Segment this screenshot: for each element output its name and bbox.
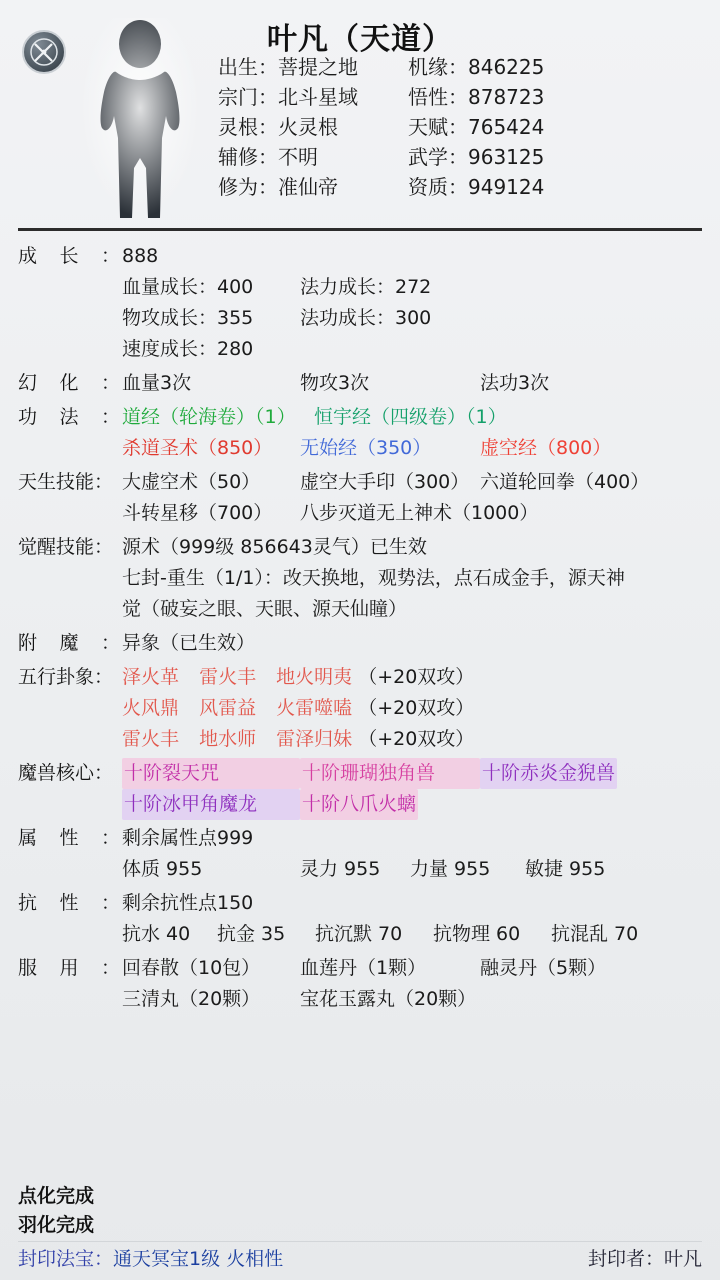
stat-value: 北斗星域 xyxy=(278,85,358,109)
growth-mp: 法力成长：272 xyxy=(300,276,432,298)
colon: ： xyxy=(100,827,120,849)
resist-points-remaining: 剩余抗性点150 xyxy=(122,892,254,914)
innate-skill[interactable]: 八步灭道无上神术（1000） xyxy=(300,502,539,524)
status-footer xyxy=(18,1182,702,1274)
stat-label: 出生： xyxy=(218,55,278,79)
attach-label-b: 魔 xyxy=(59,632,79,654)
hexagram[interactable]: 火风鼎 xyxy=(122,697,180,719)
hexagram[interactable]: 地水师 xyxy=(199,728,257,750)
growth-total: 888 xyxy=(122,245,159,267)
sealer-name: 叶凡 xyxy=(663,1248,702,1270)
hexagram-bonus: （+20双攻） xyxy=(358,697,475,719)
section-consumables xyxy=(18,953,702,1015)
section-wuxing-hexagrams: 五行卦象： 泽火革 雷火丰 地火明夷 （+20双攻） 火风鼎 风雷益 火雷噬嗑 （+20双攻） 雷火丰 地水师 雷泽归妹 （+20双攻） xyxy=(18,666,475,750)
stat-label: 机缘： xyxy=(408,55,468,79)
growth-speed: 速度成长：280 xyxy=(122,338,254,360)
page-title: 叶凡（天道） xyxy=(267,22,453,57)
beast-core[interactable]: 十阶珊瑚独角兽 xyxy=(300,758,480,789)
crossed-swords-icon[interactable] xyxy=(22,30,66,74)
section-beast-cores: 魔兽核心： 十阶裂天咒 十阶珊瑚独角兽 十阶赤炎金猊兽 十阶冰甲角魔龙 十阶八爪火螭 xyxy=(18,758,702,820)
stat-value: 846225 xyxy=(468,55,545,79)
innate-skill[interactable]: 虚空大手印（300） xyxy=(300,471,470,493)
attribute-item[interactable]: 体质 955 xyxy=(122,858,203,880)
stat-label: 天赋： xyxy=(408,115,468,139)
hexagram[interactable]: 雷火丰 xyxy=(199,666,257,688)
character-header xyxy=(18,0,702,224)
awaken-label: 觉醒技能 xyxy=(18,536,95,558)
beast-core[interactable]: 十阶冰甲角魔龙 xyxy=(122,789,300,820)
table-row xyxy=(218,52,718,82)
section-awaken-skills: 觉醒技能： 源术（999级 856643灵气）已生效 七封-重生（1/1）：改天换地，观势法，点石成金手，源天神 觉（破妄之眼、天眼、源天仙瞳） xyxy=(18,532,702,625)
table-row xyxy=(218,112,718,142)
awaken-line-1: 源术（999级 856643灵气）已生效 xyxy=(122,536,427,558)
technique-item[interactable]: 道经（轮海卷）（1） xyxy=(122,406,296,428)
stat-label: 灵根： xyxy=(218,115,278,139)
cores-label: 魔兽核心 xyxy=(18,762,95,784)
hexagram[interactable]: 地火明夷 xyxy=(276,666,353,688)
technique-item[interactable]: 杀道圣术（850） xyxy=(122,437,273,459)
resist-item[interactable]: 抗沉默 70 xyxy=(315,923,403,945)
technique-item[interactable]: 恒宇经（四级卷）（1） xyxy=(314,406,507,428)
consumable-item[interactable]: 回春散（10包） xyxy=(122,957,261,979)
section-techniques xyxy=(18,402,702,464)
growth-matk: 法功成长：300 xyxy=(300,307,432,329)
hexagram-bonus: （+20双攻） xyxy=(358,666,475,688)
resist-label-b: 性 xyxy=(59,892,79,914)
hexagram[interactable]: 雷泽归妹 xyxy=(276,728,353,750)
illusion-label-a: 幻 xyxy=(18,372,38,394)
illusion-item: 血量3次 xyxy=(122,372,192,394)
illusion-label-b: 化 xyxy=(59,372,79,394)
beast-core[interactable]: 十阶八爪火螭 xyxy=(300,789,418,820)
techniques-label-b: 法 xyxy=(59,406,79,428)
colon: ： xyxy=(100,406,120,428)
attach-label-a: 附 xyxy=(18,632,38,654)
table-row xyxy=(218,172,718,202)
stat-value: 不明 xyxy=(278,145,318,169)
resist-item[interactable]: 抗混乱 70 xyxy=(551,923,639,945)
beast-core[interactable]: 十阶裂天咒 xyxy=(122,758,300,789)
stat-value: 878723 xyxy=(468,85,545,109)
colon: ： xyxy=(100,632,120,654)
stat-value: 准仙帝 xyxy=(278,175,338,199)
seal-treasure xyxy=(18,1245,283,1274)
hexagram[interactable]: 风雷益 xyxy=(199,697,257,719)
growth-label-a: 成 xyxy=(18,245,38,267)
consumable-item[interactable]: 融灵丹（5颗） xyxy=(480,957,607,979)
growth-hp: 血量成长：400 xyxy=(122,276,254,298)
stat-label: 武学： xyxy=(408,145,468,169)
stat-value: 菩提之地 xyxy=(278,55,358,79)
illusion-item: 法功3次 xyxy=(480,372,550,394)
sealer xyxy=(588,1245,702,1274)
innate-skill[interactable]: 斗转星移（700） xyxy=(122,502,273,524)
stat-label: 悟性： xyxy=(408,85,468,109)
attribute-item[interactable]: 灵力 955 xyxy=(300,858,381,880)
seal-treasure-value: 通天冥宝1级 火相性 xyxy=(113,1248,284,1270)
basic-stats-table xyxy=(218,52,718,202)
growth-atk: 物攻成长：355 xyxy=(122,307,254,329)
attributes-label-a: 属 xyxy=(18,827,38,849)
stat-value: 765424 xyxy=(468,115,545,139)
resist-label-a: 抗 xyxy=(18,892,38,914)
header-divider xyxy=(18,228,702,231)
stat-label: 资质： xyxy=(408,175,468,199)
awaken-line-2: 七封-重生（1/1）：改天换地，观势法，点石成金手，源天神 xyxy=(122,567,625,589)
colon: ： xyxy=(100,372,120,394)
resist-item[interactable]: 抗水 40 xyxy=(122,923,191,945)
awaken-line-3: 觉（破妄之眼、天眼、源天仙瞳） xyxy=(122,598,408,620)
section-attributes xyxy=(18,823,702,885)
attribute-points-remaining: 剩余属性点999 xyxy=(122,827,254,849)
technique-item[interactable]: 无始经（350） xyxy=(300,437,432,459)
colon: ： xyxy=(100,892,120,914)
status-line-ascend: 羽化完成 xyxy=(18,1214,95,1236)
attribute-item[interactable]: 力量 955 xyxy=(410,858,491,880)
consume-label-b: 用 xyxy=(59,957,79,979)
section-illusion xyxy=(18,368,702,399)
wuxing-label: 五行卦象 xyxy=(18,666,95,688)
stat-value: 963125 xyxy=(468,145,545,169)
stat-value: 火灵根 xyxy=(278,115,338,139)
innate-skill[interactable]: 大虚空术（50） xyxy=(122,471,261,493)
resist-item[interactable]: 抗物理 60 xyxy=(433,923,521,945)
table-row xyxy=(218,142,718,172)
section-growth xyxy=(18,241,702,365)
illusion-item: 物攻3次 xyxy=(300,372,370,394)
table-row xyxy=(218,82,718,112)
consumable-item[interactable]: 血莲丹（1颗） xyxy=(300,957,427,979)
resist-item[interactable]: 抗金 35 xyxy=(217,923,286,945)
sealer-label: 封印者： xyxy=(587,1248,664,1270)
stat-value: 949124 xyxy=(468,175,545,199)
attach-value: 异象（已生效） xyxy=(122,632,256,654)
hexagram[interactable]: 火雷噬嗑 xyxy=(276,697,353,719)
stat-label: 修为： xyxy=(218,175,278,199)
growth-label-b: 长 xyxy=(59,245,79,267)
section-resistance xyxy=(18,888,702,950)
innate-skill[interactable]: 六道轮回拳（400） xyxy=(480,471,650,493)
stat-label: 宗门： xyxy=(218,85,278,109)
stat-label: 辅修： xyxy=(218,145,278,169)
hexagram-bonus: （+20双攻） xyxy=(358,728,475,750)
section-innate-skills: 天生技能： 大虚空术（50） 虚空大手印（300） 六道轮回拳（400） 斗转星移（700） 八步灭道无上神术（1000） xyxy=(18,467,702,529)
innate-label: 天生技能 xyxy=(18,471,95,493)
consume-label-a: 服 xyxy=(18,957,38,979)
status-line-enlighten: 点化完成 xyxy=(18,1185,95,1207)
hexagram[interactable]: 雷火丰 xyxy=(122,728,180,750)
character-silhouette xyxy=(80,18,200,218)
attributes-label-b: 性 xyxy=(59,827,79,849)
hexagram[interactable]: 泽火革 xyxy=(122,666,180,688)
consumable-item[interactable]: 三清丸（20颗） xyxy=(122,988,261,1010)
colon: ： xyxy=(100,245,120,267)
technique-item[interactable]: 虚空经（800） xyxy=(480,437,612,459)
beast-core[interactable]: 十阶赤炎金猊兽 xyxy=(480,758,617,789)
attribute-item[interactable]: 敏捷 955 xyxy=(525,858,606,880)
consumable-item[interactable]: 宝花玉露丸（20颗） xyxy=(300,988,477,1010)
colon: ： xyxy=(100,957,120,979)
section-attached-demon xyxy=(18,628,702,659)
techniques-label-a: 功 xyxy=(18,406,38,428)
seal-treasure-label: 封印法宝： xyxy=(18,1248,114,1270)
